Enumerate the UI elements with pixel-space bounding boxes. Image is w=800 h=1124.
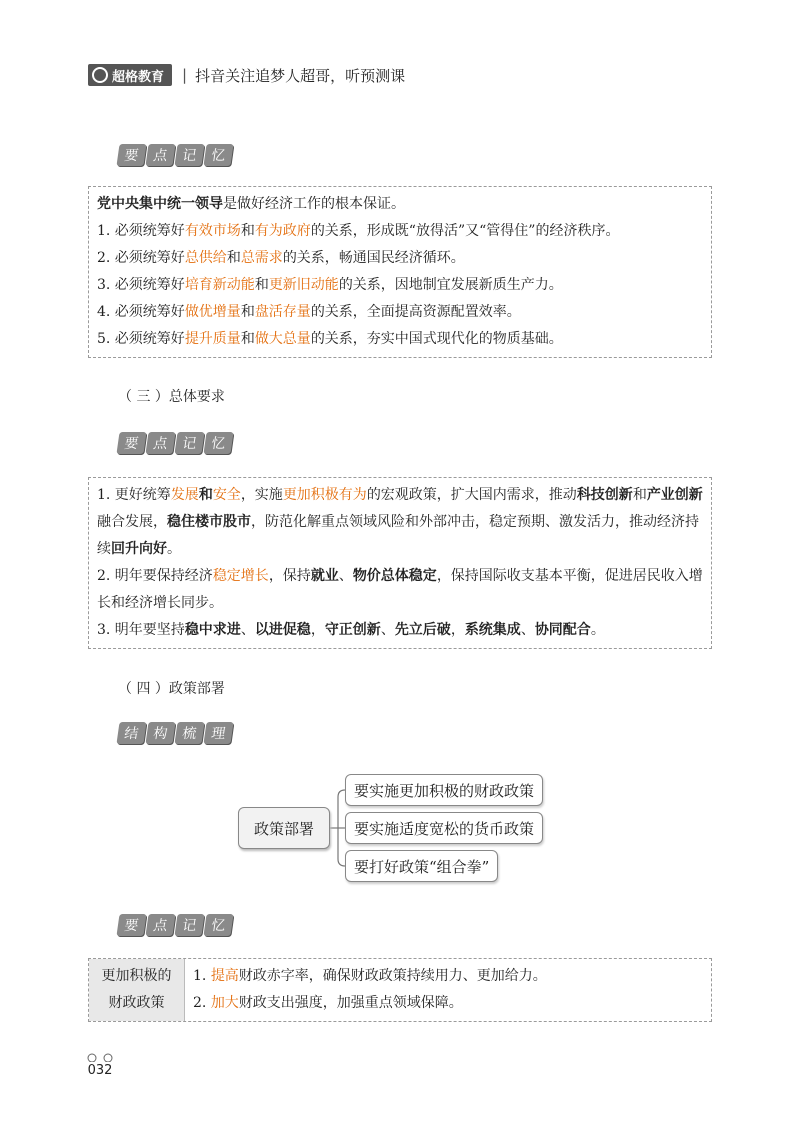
section-4-title: （ 四 ）政策部署: [118, 681, 225, 697]
mindmap-root: 政策部署: [238, 807, 330, 849]
para-bold: 先立后破: [394, 622, 451, 638]
header-slogan: 抖音关注追梦人超哥，听预测课: [195, 66, 406, 85]
para-bold: 协同配合: [534, 622, 591, 638]
para-bold: 就业: [310, 568, 339, 584]
para-text: 3. 明年要坚持: [97, 622, 185, 638]
para-bold: 守正创新: [324, 622, 381, 638]
badge-char: 结: [116, 722, 146, 744]
para-highlight: 发展: [170, 487, 199, 503]
row-text: 2.: [193, 995, 211, 1011]
para-text: 。: [590, 622, 605, 638]
mindmap-branch: 要实施更加积极的财政政策: [345, 774, 543, 806]
badge-char: 记: [174, 144, 204, 166]
item-text: 的关系，形成既“放得活”又“管得住”的经济秩序。: [310, 223, 620, 239]
badge-char: 记: [174, 432, 204, 454]
para-text: ，防范化解重点领域风险和外部冲击，稳定预期、激发活力，推动经济持续: [97, 514, 699, 557]
badge-char: 忆: [203, 432, 233, 454]
para-bold: 系统集成: [464, 622, 521, 638]
para-text: ，保持: [268, 568, 311, 584]
badge-char: 忆: [203, 914, 233, 936]
table-body-cell: [185, 959, 711, 1021]
badge-char: 梳: [174, 722, 204, 744]
badge-char: 点: [145, 432, 175, 454]
badge-char: 忆: [203, 144, 233, 166]
item-text: 和: [254, 277, 269, 293]
para-text: 融合发展，: [97, 514, 167, 530]
item-highlight: 提升质量: [184, 331, 241, 347]
para-text: 、: [240, 622, 255, 638]
para-bold: 和: [198, 487, 213, 503]
head-line: 更加积极的: [101, 968, 172, 984]
badge-char: 点: [145, 914, 175, 936]
row-highlight: 提高: [210, 968, 239, 984]
para-bold: 科技创新: [576, 487, 633, 503]
para-text: 和: [632, 487, 647, 503]
para-text: 。: [167, 541, 181, 557]
para-text: 的宏观政策，扩大国内需求，推动: [366, 487, 577, 503]
mindmap-branch: 要打好政策“组合拳”: [345, 850, 498, 882]
para-text: 、: [338, 568, 353, 584]
item-highlight: 做大总量: [254, 331, 311, 347]
para-bold: 稳住楼市股市: [167, 514, 251, 530]
item-highlight: 有为政府: [254, 223, 311, 239]
para-text: ，: [310, 622, 325, 638]
badge-char: 要: [116, 144, 146, 166]
item-text: 和: [240, 304, 255, 320]
row-text: 财政赤字率，确保财政政策持续用力、更加给力。: [238, 968, 547, 984]
para-text: ，: [450, 622, 465, 638]
para-text: 、: [520, 622, 535, 638]
item-highlight: 总供给: [184, 250, 227, 266]
item-text: 的关系，夯实中国式现代化的物质基础。: [310, 331, 563, 347]
item-text: 和: [226, 250, 241, 266]
badge-char: 构: [145, 722, 175, 744]
item-text: 的关系，全面提高资源配置效率。: [310, 304, 521, 320]
item-highlight: 盘活存量: [254, 304, 311, 320]
item-highlight: 更新旧动能: [268, 277, 339, 293]
table-row: [193, 963, 703, 990]
item-highlight: 有效市场: [184, 223, 241, 239]
fiscal-policy-table: [88, 958, 712, 1022]
para-text: 1. 更好统筹: [97, 487, 171, 503]
intro-rest: 是做好经济工作的根本保证。: [223, 196, 405, 212]
table-head-cell: [89, 959, 185, 1021]
section-3-title: （ 三 ）总体要求: [118, 389, 225, 405]
item-highlight: 做优增量: [184, 304, 241, 320]
header-separator: |: [182, 66, 188, 84]
page-number: 032: [87, 1062, 113, 1078]
row-text: 财政支出强度，加强重点领域保障。: [238, 995, 463, 1011]
item-text: 1. 必须统筹好: [97, 223, 185, 239]
para-bold: 稳中求进: [184, 622, 241, 638]
row-highlight: 加大: [210, 995, 239, 1011]
mindmap-branch: 要实施适度宽松的货币政策: [345, 812, 543, 844]
item-highlight: 培育新动能: [184, 277, 255, 293]
item-highlight: 总需求: [240, 250, 283, 266]
logo-text: 超格教育: [112, 69, 165, 85]
table-row: [193, 990, 703, 1017]
para-bold: 以进促稳: [254, 622, 311, 638]
para-highlight: 稳定增长: [212, 568, 269, 584]
intro-bold: 党中央集中统一领导: [97, 196, 223, 212]
item-text: 的关系，因地制宜发展新质生产力。: [338, 277, 563, 293]
para-highlight: 更加积极有为: [282, 487, 367, 503]
para-text: ，保持国际收支基本平衡，促进居民收入增长和经济增长同步。: [97, 568, 703, 611]
item-text: 4. 必须统筹好: [97, 304, 185, 320]
item-text: 的关系，畅通国民经济循环。: [282, 250, 465, 266]
para-bold: 回升向好: [111, 541, 167, 557]
para-bold: 物价总体稳定: [352, 568, 437, 584]
head-line: 财政政策: [108, 995, 165, 1011]
para-highlight: 安全: [212, 487, 241, 503]
item-text: 5. 必须统筹好: [97, 331, 185, 347]
badge-char: 理: [203, 722, 233, 744]
badge-char: 要: [116, 432, 146, 454]
para-text: 2. 明年要保持经济: [97, 568, 213, 584]
key-points-badge: [118, 914, 234, 936]
badge-char: 记: [174, 914, 204, 936]
row-text: 1.: [193, 968, 211, 984]
para-text: 、: [380, 622, 395, 638]
badge-char: 要: [116, 914, 146, 936]
para-bold: 产业创新: [646, 487, 703, 503]
item-text: 2. 必须统筹好: [97, 250, 185, 266]
badge-char: 点: [145, 144, 175, 166]
para-text: ，实施: [240, 487, 283, 503]
item-text: 和: [240, 223, 255, 239]
item-text: 和: [240, 331, 255, 347]
item-text: 3. 必须统筹好: [97, 277, 185, 293]
